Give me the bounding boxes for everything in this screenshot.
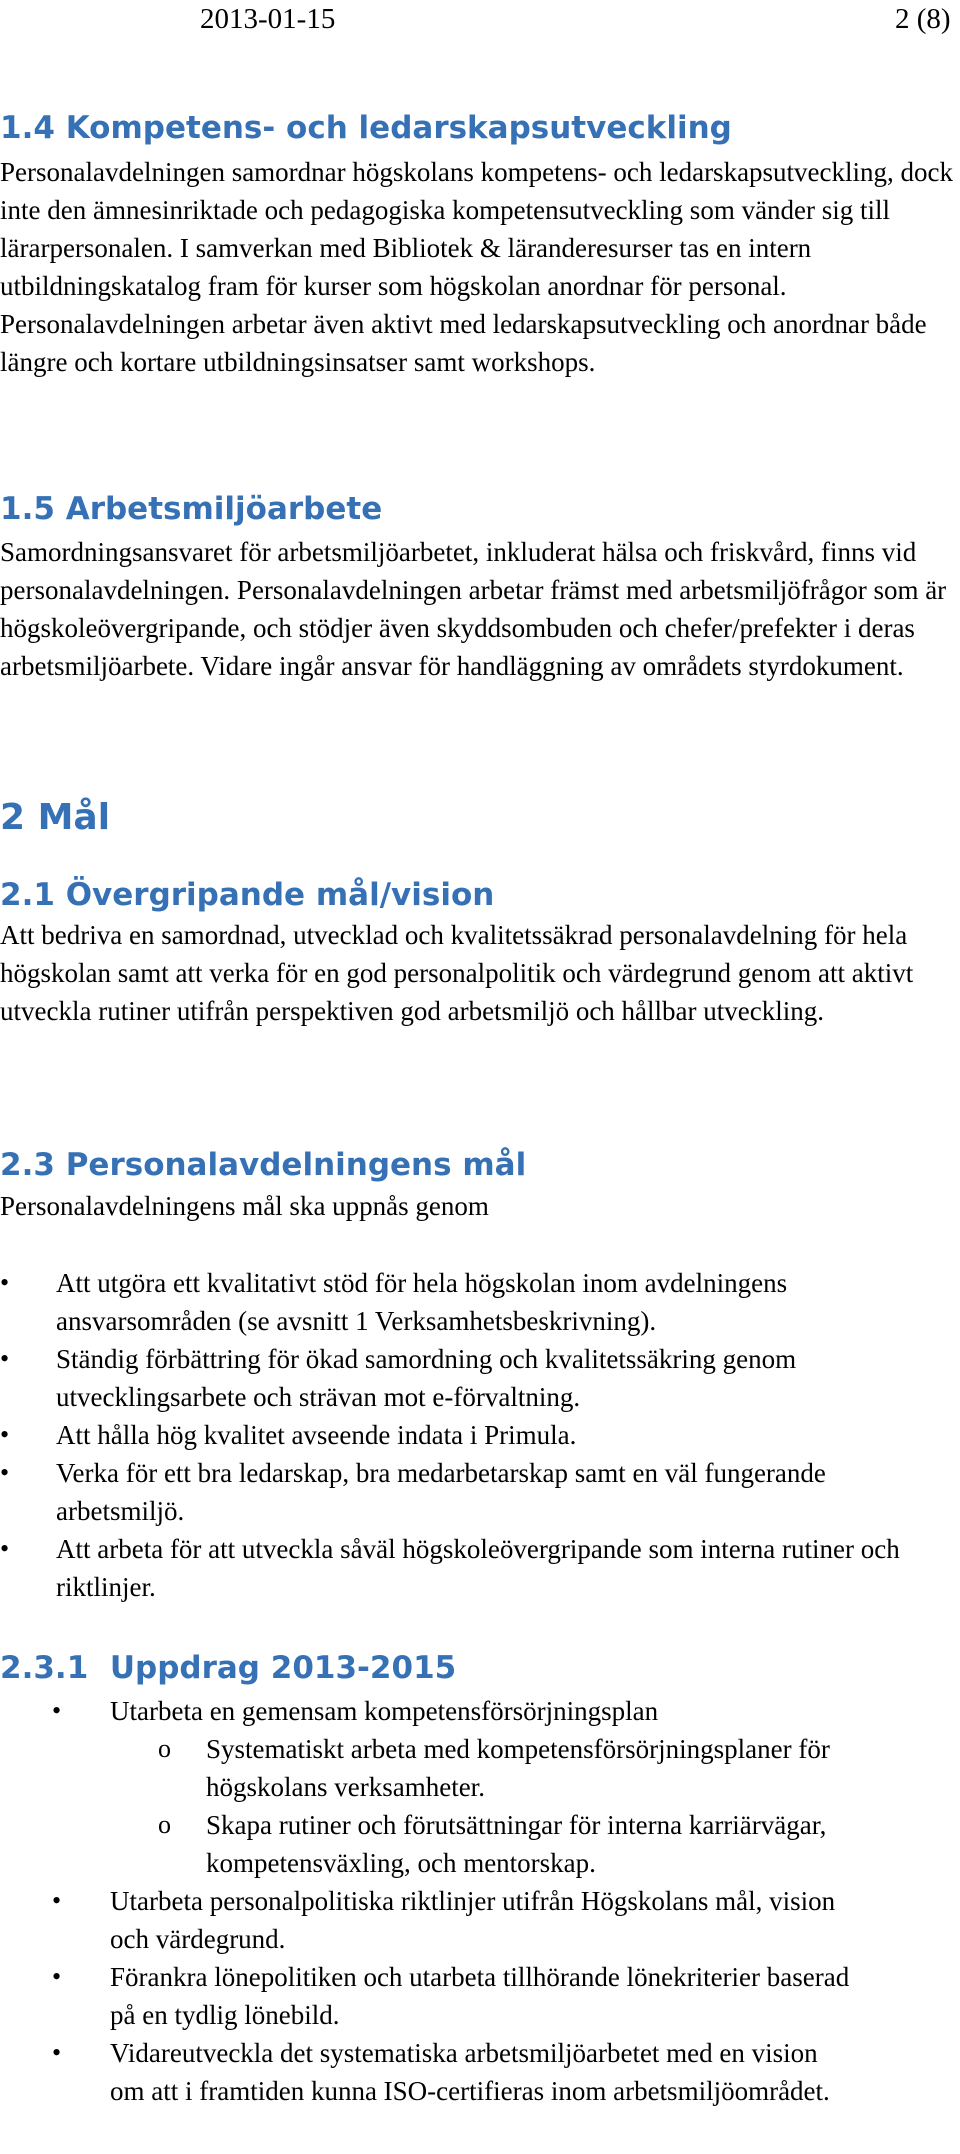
circle-bullet-icon: o [158, 1734, 171, 1763]
section-text-1-5: Samordningsansvaret för arbetsmiljöarbetet, inkluderat hälsa och friskvård, finns vid personalavdelningen. Personalavdelningen arbetar främst med arbetsmiljöfrågor som är högskoleövergripande, och stödjer även skyddsombuden och chefer/prefekter i deras arbetsmiljöarbete. Vidare ingår ansvar för handläggning av områdets styrdokument. [0, 537, 947, 681]
list-item [0, 1416, 958, 1454]
bullet-icon: • [52, 2038, 62, 2067]
list-item-text: Att utgöra ett kvalitativt stöd för hela högskolan inom avdelningens ansvarsområden (se avsnitt 1 Verksamhetsbeskrivning). [56, 1268, 788, 1336]
bullet-icon: • [0, 1420, 10, 1449]
bullet-icon: • [0, 1458, 10, 1487]
list-item-text: Att hålla hög kvalitet avseende indata i Primula. [56, 1420, 577, 1450]
sub-list-item [158, 1806, 838, 1882]
section-heading-1-5: 1.5 Arbetsmiljöarbete [0, 491, 383, 527]
section-heading-2-1: 2.1 Övergripande mål/vision [0, 877, 495, 913]
list-item [52, 1958, 850, 2034]
section-heading-1-4: 1.4 Kompetens- och ledarskapsutveckling [0, 110, 732, 146]
bullet-icon: • [0, 1268, 10, 1297]
section-text-2-1: Att bedriva en samordnad, utvecklad och kvalitetssäkrad personalavdelning för hela högskolan samt att verka för en god personalpolitik och värdegrund genom att aktivt utveckla rutiner utifrån perspektiven god arbetsmiljö och hållbar utveckling. [0, 920, 914, 1026]
list-item [52, 1692, 912, 1882]
bullet-icon: • [52, 1962, 62, 1991]
goals-list [0, 1264, 958, 1606]
section-heading-2-3: 2.3 Personalavdelningens mål [0, 1147, 527, 1183]
list-item-text: Verka för ett bra ledarskap, bra medarbetarskap samt en väl fungerande arbetsmiljö. [56, 1458, 826, 1526]
section-intro-2-3: Personalavdelningens mål ska uppnås genom [0, 1191, 489, 1221]
list-item-text: Att arbeta för att utveckla såväl högskoleövergripande som interna rutiner och riktlinjer. [56, 1534, 900, 1602]
list-item-text: Utarbeta en gemensam kompetensförsörjningsplan [110, 1696, 659, 1726]
sub-list-item-text: Systematiskt arbeta med kompetensförsörjningsplaner för högskolans verksamheter. [206, 1734, 830, 1802]
list-item-text: Vidareutveckla det systematiska arbetsmiljöarbetet med en vision om att i framtiden kunna ISO-certifieras inom arbetsmiljöområdet. [110, 2038, 830, 2106]
list-item-text: Utarbeta personalpolitiska riktlinjer utifrån Högskolans mål, vision och värdegrund. [110, 1886, 836, 1954]
section-text-1-4: Personalavdelningen samordnar högskolans kompetens- och ledarskapsutveckling, dock inte den ämnesinriktade och pedagogiska kompetensutveckling som vänder sig till lärarpersonalen. I samverkan med Bibliotek & läranderesurser tas en intern utbildningskatalog fram för kurser som högskolan anordnar för personal. Personalavdelningen arbetar även aktivt med ledarskapsutveckling och anordnar både längre och kortare utbildningsinsatser samt workshops. [0, 157, 954, 377]
sub-list [158, 1730, 838, 1882]
sub-list-item [158, 1730, 838, 1806]
list-item [0, 1340, 958, 1416]
list-item [0, 1454, 958, 1530]
circle-bullet-icon: o [158, 1810, 171, 1839]
header-page-number: 2 (8) [895, 3, 951, 35]
sub-list-item-text: Skapa rutiner och förutsättningar för interna karriärvägar, kompetensväxling, och mentorskap. [206, 1810, 827, 1878]
section-heading-2-3-1: 2.3.1 Uppdrag 2013-2015 [0, 1650, 457, 1686]
list-item [0, 1264, 958, 1340]
header-date: 2013-01-15 [200, 3, 336, 35]
bullet-icon: • [0, 1344, 10, 1373]
section-heading-2: 2 Mål [0, 797, 111, 838]
list-item [52, 2034, 850, 2110]
list-item-text: Förankra lönepolitiken och utarbeta tillhörande lönekriterier baserad på en tydlig lönebild. [110, 1962, 850, 2030]
assignments-list [52, 1692, 912, 2110]
list-item-text: Ständig förbättring för ökad samordning och kvalitetssäkring genom utvecklingsarbete och strävan mot e-förvaltning. [56, 1344, 797, 1412]
list-item [52, 1882, 850, 1958]
bullet-icon: • [0, 1534, 10, 1563]
bullet-icon: • [52, 1696, 62, 1725]
bullet-icon: • [52, 1886, 62, 1915]
list-item [0, 1530, 958, 1606]
